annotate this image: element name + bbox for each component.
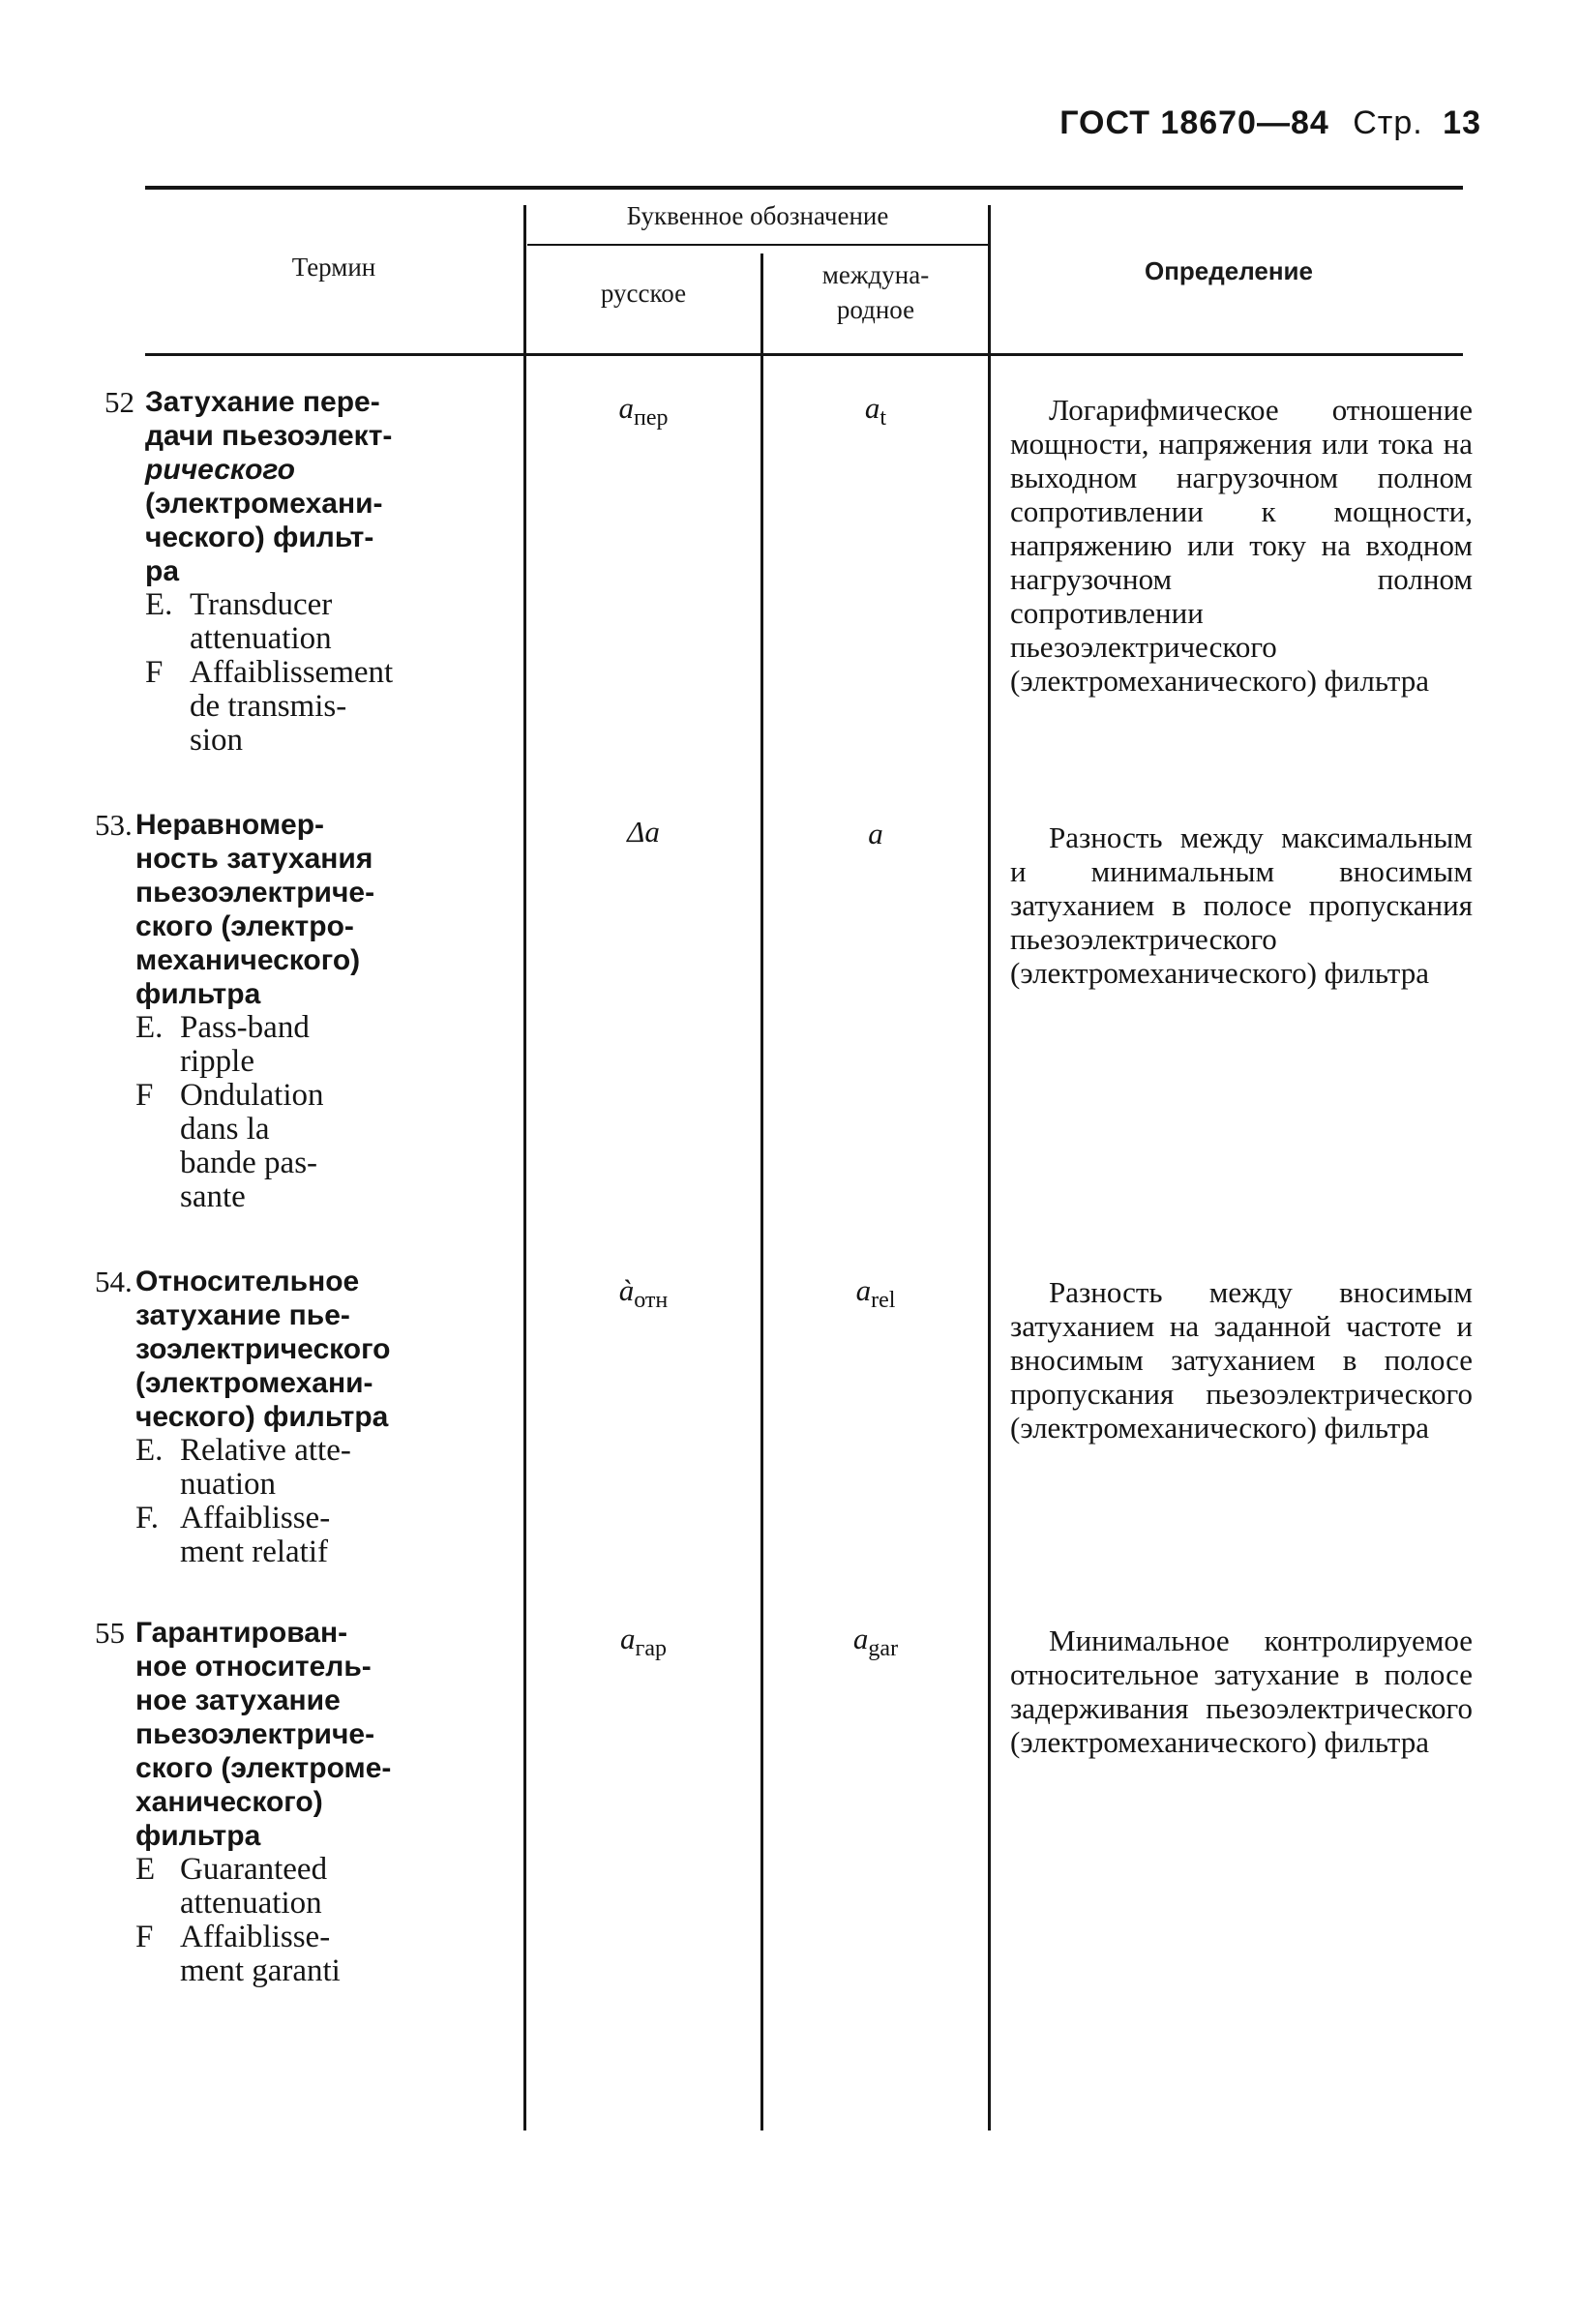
symbol-international-52: $a_t$: [864, 391, 887, 432]
definition-52: Логарифмическое отношение мощности, напряжения или тока на выходном нагрузочном полном сопротивлении к мощности, напряжению или току на входном нагрузочном полном сопротивлении пьезоэлектрического (электромеханического) фильтра: [1010, 393, 1473, 698]
term-entry-53: [95, 808, 503, 1214]
equiv-line: bande pas-: [180, 1146, 318, 1180]
equiv-line: Pass-band: [180, 1010, 310, 1045]
header-international-line2: родное: [836, 295, 915, 324]
lang-code: F: [135, 1078, 154, 1113]
equiv-line: attenuation: [190, 621, 332, 656]
lang-code: F: [135, 1920, 154, 1954]
entry-number: 54.: [95, 1265, 133, 1298]
term-line: (электромехани-: [135, 1367, 373, 1399]
equiv-line: dans la: [180, 1112, 270, 1147]
lang-code: F.: [135, 1501, 159, 1535]
term-line: ского (электроме-: [135, 1752, 392, 1784]
english-equivalent: [145, 588, 513, 656]
french-equivalent: [135, 1502, 503, 1569]
page-word: Стр.: [1353, 104, 1423, 141]
term-line: Относительное: [135, 1266, 360, 1297]
equiv-line: sion: [190, 723, 244, 758]
equiv-line: Affaiblissement: [190, 655, 394, 690]
french-equivalent: [145, 656, 513, 758]
french-equivalent: [135, 1079, 503, 1214]
equiv-line: ment relatif: [180, 1534, 329, 1569]
subheader-rule: [527, 244, 988, 246]
equiv-line: de transmis-: [190, 689, 347, 724]
english-equivalent: [135, 1853, 503, 1921]
symbol-russian-54: $à_{отн}$: [618, 1273, 669, 1314]
lang-code: E: [135, 1852, 156, 1887]
lang-code: E.: [135, 1433, 164, 1468]
equiv-line: Ondulation: [180, 1078, 324, 1113]
symbol-russian-53: Δa: [627, 815, 660, 849]
term-line: фильтра: [135, 978, 261, 1010]
term-line: ческого) фильт-: [145, 521, 374, 553]
equiv-line: sante: [180, 1179, 246, 1214]
equiv-line: ment garanti: [180, 1953, 341, 1988]
definition-53: Разность между максимальным и минимальным вносимым затуханием в полосе пропускания пьезоэлектрического (электромеханического) фильтра: [1010, 820, 1473, 990]
english-equivalent: [135, 1011, 503, 1079]
term-line: Затухание пере-: [145, 386, 380, 418]
term-line: ческого) фильтра: [135, 1401, 389, 1433]
equiv-line: Transducer: [190, 587, 333, 622]
english-equivalent: [135, 1434, 503, 1502]
header-letter-designation: Буквенное обозначение: [626, 201, 889, 230]
term-line: ского (электро-: [135, 910, 354, 942]
term-line: ность затухания: [135, 843, 373, 875]
term-line: дачи пьезоэлект-: [145, 420, 393, 452]
term-line: Неравномер-: [135, 809, 325, 841]
entry-number: 55: [95, 1616, 125, 1650]
term-entry-54: [95, 1265, 503, 1569]
term-entry-52: [104, 385, 513, 758]
header-international-line1: междуна-: [821, 260, 930, 289]
equiv-line: Guaranteed: [180, 1852, 328, 1887]
term-line: рического: [145, 454, 295, 486]
term-line: ра: [145, 555, 180, 587]
lang-code: E.: [145, 587, 173, 622]
header-bottom-rule: [145, 353, 1463, 356]
column-divider-2: [760, 253, 763, 2130]
table-top-rule: [145, 186, 1463, 190]
term-line: пьезоэлектриче-: [135, 1718, 375, 1750]
term-line: фильтра: [135, 1820, 261, 1852]
entry-number: 52: [104, 385, 134, 419]
definition-54: Разность между вносимым затуханием на заданной частоте и вносимым затуханием в полосе пропускания пьезоэлектрического (электромеханического) фильтра: [1010, 1275, 1473, 1445]
lang-code: E.: [135, 1010, 164, 1045]
header-terms: Термин: [291, 253, 376, 282]
french-equivalent: [135, 1921, 503, 1988]
symbol-russian-52: $a_{пер}$: [618, 391, 669, 432]
term-line: затухание пье-: [135, 1299, 350, 1331]
symbol-international-54: $a_{rel}$: [855, 1273, 896, 1314]
column-divider-3: [988, 205, 991, 2130]
symbol-international-53: a: [868, 817, 883, 850]
term-line: ханического): [135, 1786, 323, 1818]
page-number: 13: [1443, 104, 1481, 141]
term-line: ное относитель-: [135, 1651, 372, 1683]
definition-55: Минимальное контролируемое относительное затухание в полосе задерживания пьезоэлектрического (электромеханического) фильтра: [1010, 1624, 1473, 1759]
header-definition: Определение: [1144, 256, 1313, 285]
term-line: ное затухание: [135, 1684, 341, 1716]
equiv-line: nuation: [180, 1467, 276, 1502]
header-international: [764, 257, 987, 327]
term-line: Гарантирован-: [135, 1617, 348, 1649]
equiv-line: Relative atte-: [180, 1433, 351, 1468]
column-divider-1: [523, 205, 526, 2130]
term-line: (электромехани-: [145, 488, 383, 520]
equiv-line: ripple: [180, 1044, 254, 1079]
equiv-line: Affaiblisse-: [180, 1920, 331, 1954]
page-header: [1059, 104, 1481, 142]
symbol-russian-55: $a_{гар}$: [620, 1622, 667, 1662]
term-line: пьезоэлектриче-: [135, 877, 375, 909]
term-entry-55: [95, 1616, 503, 1988]
equiv-line: attenuation: [180, 1886, 322, 1921]
equiv-line: Affaiblisse-: [180, 1501, 331, 1535]
term-line: зоэлектрического: [135, 1333, 391, 1365]
entry-number: 53.: [95, 808, 133, 842]
lang-code: F: [145, 655, 164, 690]
symbol-international-55: $a_{gar}$: [852, 1622, 899, 1662]
standard-number: ГОСТ 18670—84: [1059, 104, 1329, 141]
term-line: механического): [135, 944, 361, 976]
header-russian: русское: [600, 279, 687, 308]
